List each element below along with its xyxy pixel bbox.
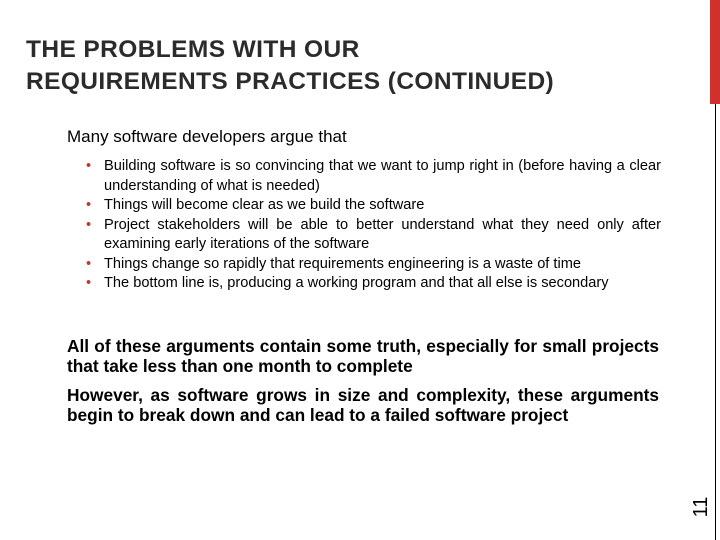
list-item <box>86 255 661 275</box>
bullet-icon: • <box>86 275 92 291</box>
argument-list <box>86 157 661 294</box>
list-item-text: Project stakeholders will be able to better understand what they need only after examining early iterations of the software <box>104 216 661 252</box>
list-item <box>86 274 661 294</box>
list-item-text: Building software is so convincing that we want to jump right in (before having a clear understanding of what is needed) <box>104 158 661 194</box>
slide-title-line-2: REQUIREMENTS PRACTICES (CONTINUED) <box>26 68 555 95</box>
slide-number: 11 <box>690 496 712 518</box>
conclusion-paragraph-1: All of these arguments contain some truth, especially for small projects that take less than one month to complete <box>67 336 659 376</box>
list-item <box>86 216 661 255</box>
bullet-icon: • <box>86 216 92 233</box>
bullet-icon: • <box>86 255 92 272</box>
slide-title <box>26 34 686 98</box>
conclusion-paragraph-2: However, as software grows in size and complexity, these arguments begin to break down and can lead to a failed software project <box>67 385 659 425</box>
list-item <box>86 157 661 196</box>
sidebar-divider <box>715 104 716 540</box>
accent-bar <box>710 0 720 104</box>
bullet-icon: • <box>86 197 92 213</box>
list-item-text: Things change so rapidly that requirements engineering is a waste of time <box>104 255 581 272</box>
list-item <box>86 196 661 216</box>
intro-text: Many software developers argue that <box>67 127 347 146</box>
bullet-icon: • <box>86 158 92 174</box>
slide-title-line-1: THE PROBLEMS WITH OUR <box>26 36 360 63</box>
list-item-text: The bottom line is, producing a working program and that all else is secondary <box>104 275 609 291</box>
list-item-text: Things will become clear as we build the software <box>104 197 425 213</box>
